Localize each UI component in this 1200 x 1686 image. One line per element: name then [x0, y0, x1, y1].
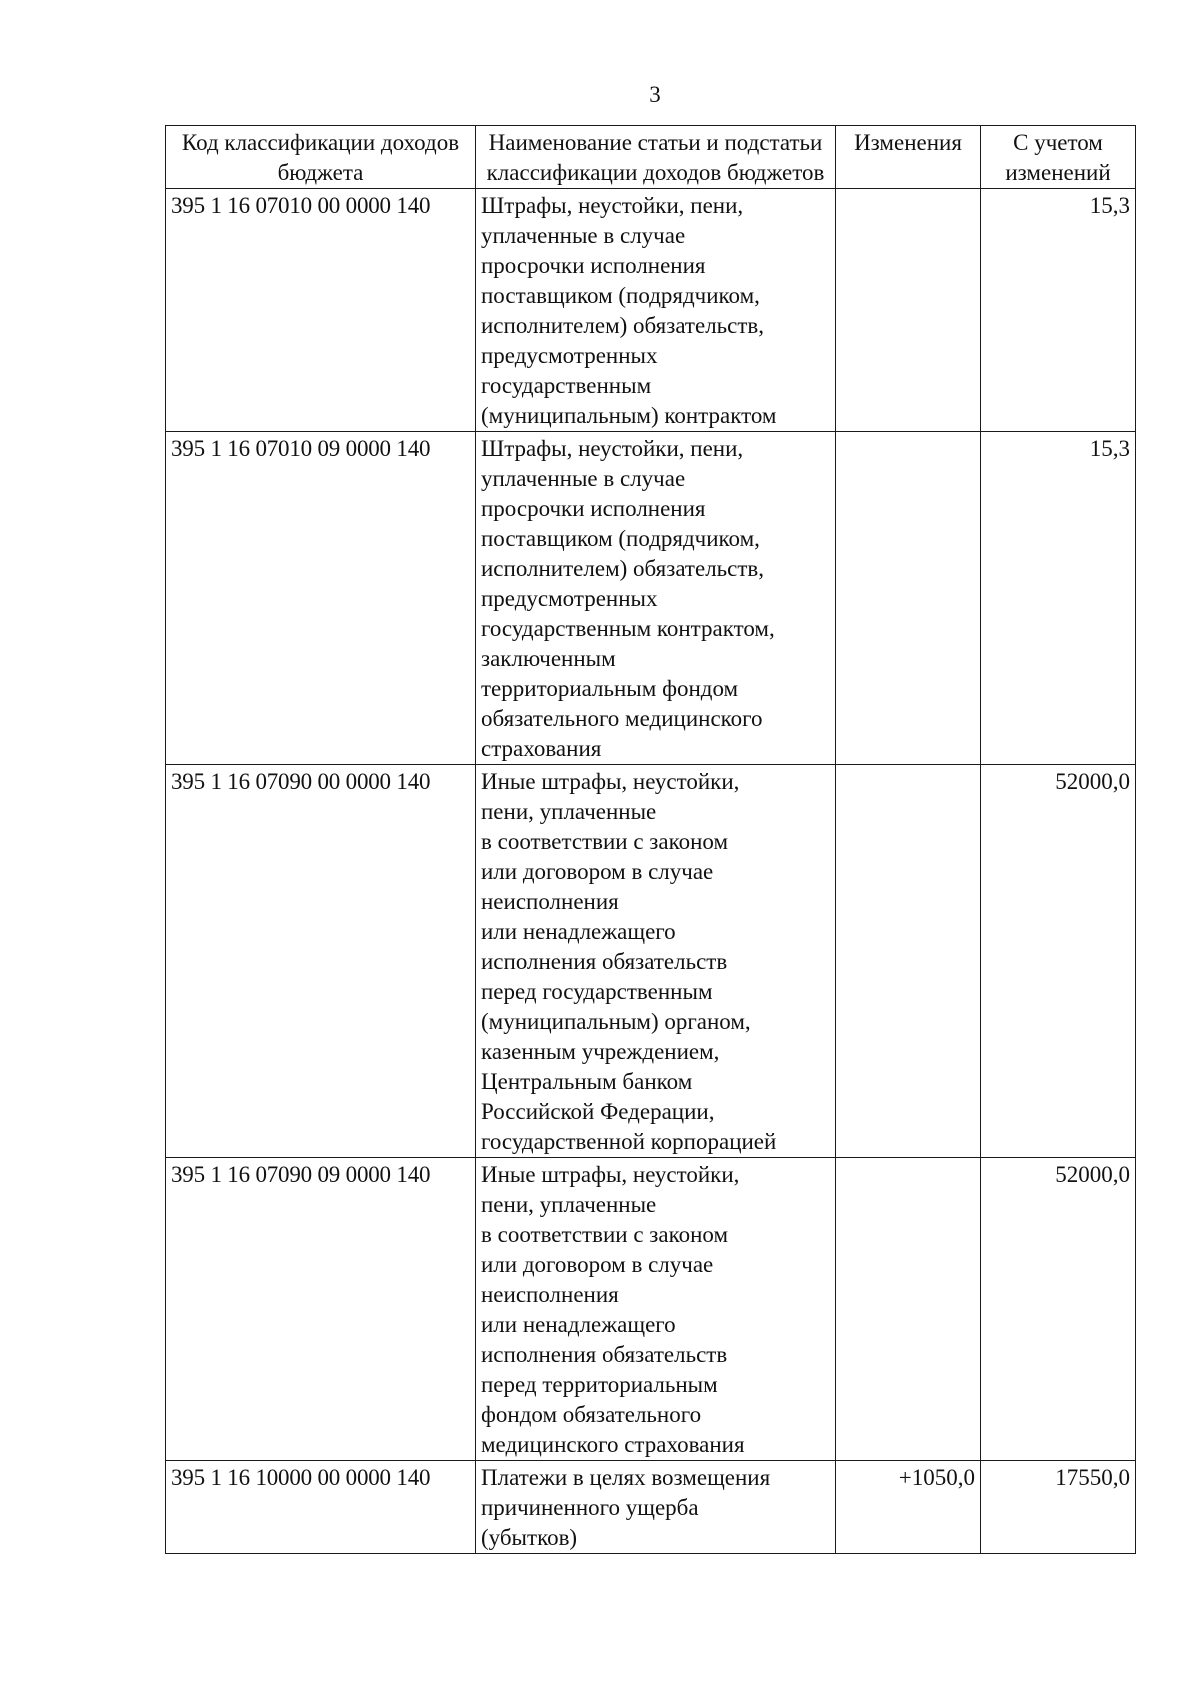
- row-code: 395 1 16 10000 00 0000 140: [166, 1461, 476, 1554]
- row-with-changes: 15,3: [981, 189, 1136, 432]
- row-changes: [836, 765, 981, 1158]
- row-name: Иные штрафы, неустойки, пени, уплаченные в соответствии с законом или договором в случае неисполнения или ненадлежащего исполнения обязательств перед территориальным фондом обязательного медицинского страхования: [476, 1158, 836, 1461]
- header-code: Код классификации доходов бюджета: [166, 126, 476, 189]
- row-name: Штрафы, неустойки, пени, уплаченные в случае просрочки исполнения поставщиком (подрядчиком, исполнителем) обязательств, предусмотренных государственным (муниципальным) контрактом: [476, 189, 836, 432]
- header-name: Наименование статьи и подстатьи классификации доходов бюджетов: [476, 126, 836, 189]
- row-code: 395 1 16 07010 09 0000 140: [166, 432, 476, 765]
- page-number: 3: [649, 82, 661, 107]
- header-changes: Изменения: [836, 126, 981, 189]
- table-row: [166, 1158, 1136, 1461]
- header-with-changes: С учетом изменений: [981, 126, 1136, 189]
- row-name: Штрафы, неустойки, пени, уплаченные в случае просрочки исполнения поставщиком (подрядчиком, исполнителем) обязательств, предусмотренных государственным контрактом, заключенным территориальным фондом обязательного медицинского страхования: [476, 432, 836, 765]
- table-row: [166, 1461, 1136, 1554]
- row-code: 395 1 16 07090 00 0000 140: [166, 765, 476, 1158]
- row-with-changes: 52000,0: [981, 765, 1136, 1158]
- table-row: [166, 189, 1136, 432]
- budget-table: [165, 125, 1136, 1554]
- row-with-changes: 15,3: [981, 432, 1136, 765]
- row-code: 395 1 16 07090 09 0000 140: [166, 1158, 476, 1461]
- row-name: Иные штрафы, неустойки, пени, уплаченные в соответствии с законом или договором в случае неисполнения или ненадлежащего исполнения обязательств перед государственным (муниципальным) органом, казенным учреждением, Центральным банком Российской Федерации, государственной корпорацией: [476, 765, 836, 1158]
- table-row: [166, 432, 1136, 765]
- table-header-row: [166, 126, 1136, 189]
- row-with-changes: 17550,0: [981, 1461, 1136, 1554]
- row-changes: [836, 1158, 981, 1461]
- row-with-changes: 52000,0: [981, 1158, 1136, 1461]
- row-changes: +1050,0: [836, 1461, 981, 1554]
- row-name: Платежи в целях возмещения причиненного ущерба (убытков): [476, 1461, 836, 1554]
- row-changes: [836, 432, 981, 765]
- table-row: [166, 765, 1136, 1158]
- row-changes: [836, 189, 981, 432]
- row-code: 395 1 16 07010 00 0000 140: [166, 189, 476, 432]
